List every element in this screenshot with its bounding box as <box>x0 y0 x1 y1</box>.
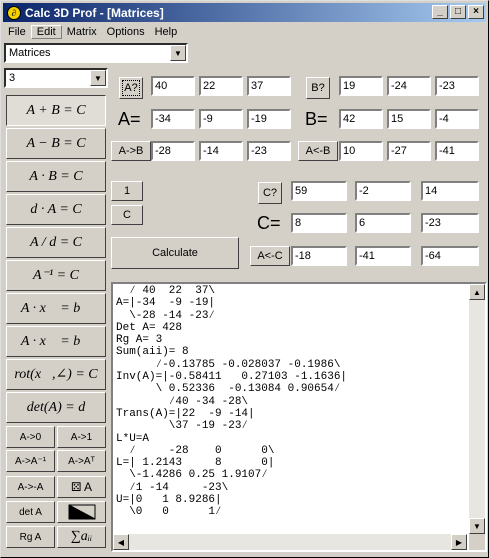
a-cell-2-2[interactable]: -9 <box>199 109 243 129</box>
sum-icon: ∑aᵢᵢ <box>70 529 93 544</box>
b-cell-2-3[interactable]: -4 <box>435 109 479 129</box>
menu-file[interactable]: File <box>8 26 26 38</box>
c-cell-3-1[interactable]: -18 <box>291 246 347 266</box>
triangular-matrix-icon <box>67 504 97 520</box>
dice-icon: ⚄ A <box>70 480 93 494</box>
a-to-inverse-button[interactable]: A->A⁻¹ <box>6 450 55 472</box>
c-cell-2-2[interactable]: 6 <box>355 213 411 233</box>
op-rotation-button[interactable]: rot(x⃗,∠) = C <box>6 359 106 390</box>
b-cell-1-1[interactable]: 19 <box>339 76 383 96</box>
c-cell-2-1[interactable]: 8 <box>291 213 347 233</box>
op-determinant-button[interactable]: det(A) = d <box>6 392 106 423</box>
b-query-button[interactable]: B? <box>306 77 330 99</box>
c-cell-1-3[interactable]: 14 <box>421 181 479 201</box>
maximize-button[interactable]: □ <box>450 5 466 19</box>
op-scalar-multiply-button[interactable]: d · A = C <box>6 194 106 225</box>
b-cell-3-3[interactable]: -41 <box>435 141 479 161</box>
matrix-a-label: A= <box>118 109 141 129</box>
minimize-button[interactable]: _ <box>432 5 448 19</box>
b-cell-3-2[interactable]: -27 <box>387 141 431 161</box>
c-to-a-button[interactable]: A<-C <box>250 246 290 266</box>
a-to-transpose-button[interactable]: A->Aᵀ <box>57 450 106 472</box>
one-button[interactable]: 1 <box>111 181 143 201</box>
output-textarea[interactable] <box>111 282 487 552</box>
c-cell-3-3[interactable]: -64 <box>421 246 479 266</box>
title-bar <box>3 3 486 22</box>
menu-matrix[interactable]: Matrix <box>66 26 97 38</box>
mode-select[interactable] <box>4 43 188 63</box>
matrix-c-label: C= <box>257 213 281 233</box>
triangular-button[interactable] <box>57 501 106 523</box>
a-cell-2-3[interactable]: -19 <box>247 109 291 129</box>
b-cell-2-2[interactable]: 15 <box>387 109 431 129</box>
a-to-b-button[interactable]: A->B <box>111 141 151 161</box>
scroll-right-icon[interactable]: ▶ <box>451 534 467 550</box>
chevron-down-icon[interactable]: ▼ <box>170 45 186 61</box>
vertical-scrollbar[interactable] <box>469 284 485 534</box>
menu-options[interactable]: Options <box>106 26 145 38</box>
horizontal-scrollbar[interactable] <box>113 534 467 550</box>
matrix-b-label: B= <box>305 109 328 129</box>
op-add-button[interactable]: A + B = C <box>6 95 106 126</box>
op-solve-system-2-button[interactable]: A · x⃗ = b⃗ <box>6 326 106 357</box>
scroll-up-icon[interactable]: ▲ <box>469 284 485 300</box>
a-cell-1-3[interactable]: 37 <box>247 76 291 96</box>
a-to-identity-button[interactable]: A->1 <box>57 426 106 448</box>
op-subtract-button[interactable]: A − B = C <box>6 128 106 159</box>
c-query-button[interactable]: C? <box>258 182 282 204</box>
b-to-a-button[interactable]: A<-B <box>298 141 338 161</box>
calculate-button[interactable]: Calculate <box>111 237 239 269</box>
menu-bar <box>3 23 182 41</box>
output-text: ⁄ 40 22 37\ A=|-34 -9 -19| \-28 -14 -23⁄ Det A= 428 Rg A= 3 Sum(aii)= 8 ⁄-0.13785 -0.028037 -0.1986\ Inv(A)=|-0.58411 0.27103 -1.1636| \ 0.52336 -0.13084 0.90654⁄ ⁄40 -34 -28\ Trans(A)=|22 -9 -14| \37 -19 -23⁄ L*U=A ⁄ -28 0 0\ L=| 1.2143 8 0| \-1.4286 0.25 1.9107⁄ ⁄1 -14 -23\ U=|0 1 8.9286| \0 0 1⁄ <box>116 285 348 519</box>
menu-edit[interactable]: Edit <box>31 25 62 39</box>
trace-button[interactable] <box>57 526 106 548</box>
chevron-down-icon[interactable]: ▼ <box>90 70 106 86</box>
a-cell-1-2[interactable]: 22 <box>199 76 243 96</box>
c-button[interactable]: C <box>111 205 143 225</box>
a-cell-2-1[interactable]: -34 <box>151 109 195 129</box>
random-matrix-button[interactable] <box>57 476 106 498</box>
b-cell-1-3[interactable]: -23 <box>435 76 479 96</box>
scroll-left-icon[interactable]: ◀ <box>113 534 129 550</box>
a-cell-3-1[interactable]: -28 <box>151 141 195 161</box>
c-cell-2-3[interactable]: -23 <box>421 213 479 233</box>
b-cell-1-2[interactable]: -24 <box>387 76 431 96</box>
size-select-value: 3 <box>9 72 16 84</box>
a-query-button[interactable]: A? <box>119 77 143 99</box>
a-to-negative-button[interactable]: A->-A <box>6 476 55 498</box>
op-solve-system-button[interactable]: A · x⃗ = b⃗ <box>6 293 106 324</box>
b-cell-3-1[interactable]: 10 <box>339 141 383 161</box>
close-button[interactable]: × <box>468 5 484 19</box>
scroll-down-icon[interactable]: ▼ <box>469 518 485 534</box>
op-scalar-divide-button[interactable]: A / d = C <box>6 227 106 258</box>
a-cell-3-2[interactable]: -14 <box>199 141 243 161</box>
mode-select-value: Matrices <box>9 47 51 59</box>
b-cell-2-1[interactable]: 42 <box>339 109 383 129</box>
c-cell-3-2[interactable]: -41 <box>355 246 411 266</box>
window-title: Calc 3D Prof - [Matrices] <box>25 5 164 20</box>
op-multiply-button[interactable]: A · B = C <box>6 161 106 192</box>
c-cell-1-1[interactable]: 59 <box>291 181 347 201</box>
det-a-button[interactable]: det A <box>6 501 55 523</box>
rank-a-button[interactable]: Rg A <box>6 526 55 548</box>
menu-help[interactable]: Help <box>154 26 178 38</box>
op-inverse-button[interactable]: A⁻¹ = C <box>6 260 106 291</box>
scroll-corner <box>469 534 485 550</box>
c-cell-1-2[interactable]: -2 <box>355 181 411 201</box>
a-cell-3-3[interactable]: -23 <box>247 141 291 161</box>
size-select[interactable] <box>4 68 108 88</box>
app-icon: ∂ <box>7 6 21 20</box>
a-to-zero-button[interactable]: A->0 <box>6 426 55 448</box>
a-cell-1-1[interactable]: 40 <box>151 76 195 96</box>
